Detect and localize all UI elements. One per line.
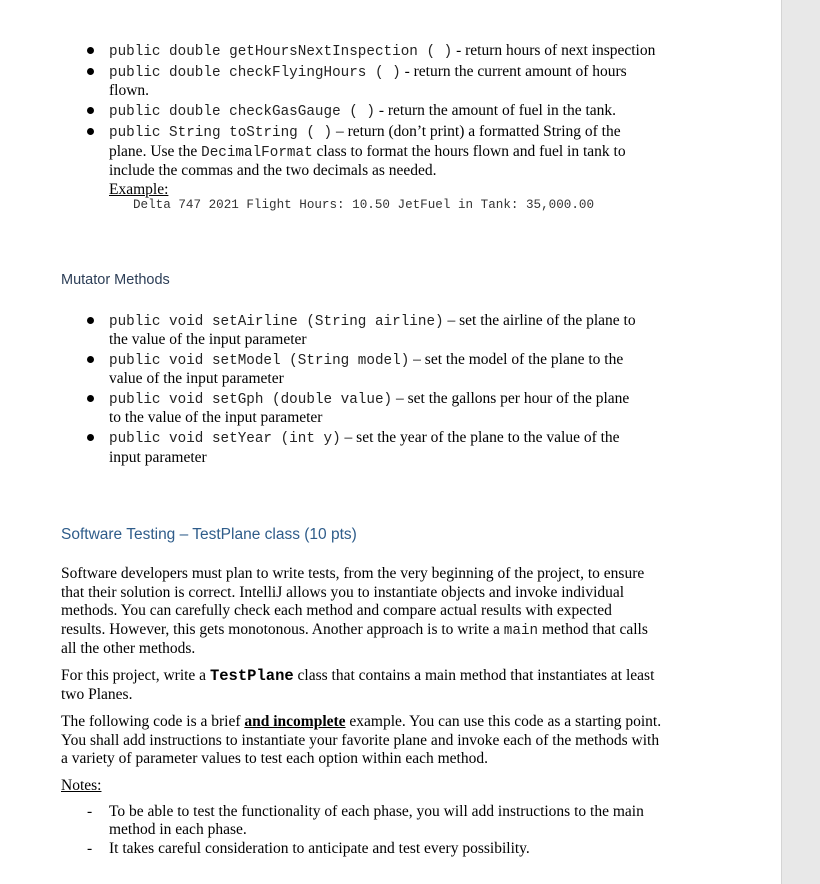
method-signature: public String toString ( ) [109, 125, 333, 141]
method-description-continued: flown. [109, 82, 150, 99]
paragraph-1-line2: that their solution is correct. IntelliJ allows you to instantiate objects and invoke individual [61, 584, 625, 601]
method-description: – set the model of the plane to the [409, 351, 624, 368]
method-description: – set the gallons per hour of the plane [392, 390, 630, 407]
bullet-dot [87, 317, 94, 324]
paragraph-1-line5: all the other methods. [61, 640, 196, 657]
notes-label [61, 776, 101, 795]
to-string-description-line3: include the commas and the two decimals as needed. [109, 162, 437, 179]
method-description: - return hours of next inspection [452, 42, 656, 59]
method-description: – set the airline of the plane to [443, 312, 636, 329]
paragraph-1-line4 [61, 620, 648, 641]
method-description: – set the year of the plane to the value of the [340, 429, 620, 446]
method-description: - return the current amount of hours [400, 63, 627, 80]
method-description: – return (don’t print) a formatted String of the [332, 123, 621, 140]
paragraph-3-line2: You shall add instructions to instantiate your favorite plane and invoke each of the methods with [61, 732, 660, 749]
bullet-dot [87, 107, 94, 114]
paragraph-1-line1: Software developers must plan to write tests, from the very beginning of the project, to ensure [61, 565, 645, 582]
mutator-methods-heading: Mutator Methods [61, 272, 170, 288]
note-1-line2: method in each phase. [109, 821, 247, 838]
text-run: plane. Use the [109, 143, 202, 160]
example-code: Delta 747 2021 Flight Hours: 10.50 JetFuel in Tank: 35,000.00 [133, 198, 595, 212]
dash-marker: - [87, 803, 93, 820]
dash-marker: - [87, 840, 93, 857]
text-run: method that calls [538, 621, 648, 638]
example-label [109, 180, 168, 199]
bullet-dot [87, 356, 94, 363]
method-description-continued: the value of the input parameter [109, 331, 307, 348]
paragraph-2-line2: two Planes. [61, 686, 133, 703]
mutator-item-set-year [109, 428, 620, 449]
method-signature: public void setYear (int y) [109, 431, 341, 447]
method-signature: public double checkFlyingHours ( ) [109, 65, 401, 81]
method-signature: public double checkGasGauge ( ) [109, 104, 375, 120]
accessor-item-to-string [109, 122, 621, 143]
accessor-item-hours-next-inspection [109, 41, 655, 62]
inline-code: DecimalFormat [201, 145, 313, 161]
inline-code-bold: TestPlane [209, 667, 294, 685]
method-signature: public void setAirline (String airline) [109, 314, 444, 330]
text-run: example. You can use this code as a starting point. [345, 713, 662, 730]
method-description-continued: value of the input parameter [109, 370, 284, 387]
note-1-line1: To be able to test the functionality of each phase, you will add instructions to the main [109, 803, 644, 820]
text-run: The following code is a brief [61, 713, 245, 730]
bullet-dot [87, 434, 94, 441]
note-2-line1: It takes careful consideration to anticipate and test every possibility. [109, 840, 530, 857]
to-string-description-line2 [109, 142, 626, 163]
bullet-dot [87, 395, 94, 402]
method-description-continued: to the value of the input parameter [109, 409, 323, 426]
text-run: For this project, write a [61, 667, 210, 684]
paragraph-2-line1 [61, 666, 654, 686]
paragraph-3-line1 [61, 712, 661, 731]
text-run: class that contains a main method that instantiates at least [293, 667, 655, 684]
accessor-item-check-gas-gauge [109, 101, 616, 122]
mutator-item-set-airline [109, 311, 636, 332]
mutator-item-set-gph [109, 389, 629, 410]
method-signature: public void setModel (String model) [109, 353, 410, 369]
paragraph-3-line3: a variety of parameter values to test each option within each method. [61, 750, 488, 767]
bullet-dot [87, 128, 94, 135]
paragraph-1-line3: methods. You can carefully check each method and compare actual results with expected [61, 602, 612, 619]
method-signature: public double getHoursNextInspection ( ) [109, 44, 453, 60]
notes-label-text: Notes: [61, 777, 102, 794]
bullet-dot [87, 68, 94, 75]
vertical-scrollbar[interactable] [781, 0, 820, 884]
inline-code: main [503, 623, 539, 639]
emphasis-text: and incomplete [244, 713, 346, 730]
software-testing-heading: Software Testing – TestPlane class (10 pts) [61, 526, 357, 543]
text-run: results. However, this gets monotonous. Another approach is to write a [61, 621, 504, 638]
text-run: class to format the hours flown and fuel in tank to [312, 143, 626, 160]
bullet-dot [87, 47, 94, 54]
method-description: - return the amount of fuel in the tank. [374, 102, 617, 119]
method-signature: public void setGph (double value) [109, 392, 393, 408]
mutator-item-set-model [109, 350, 623, 371]
example-label-text: Example: [109, 181, 169, 198]
accessor-item-check-flying-hours [109, 62, 627, 83]
method-description-continued: input parameter [109, 449, 207, 466]
